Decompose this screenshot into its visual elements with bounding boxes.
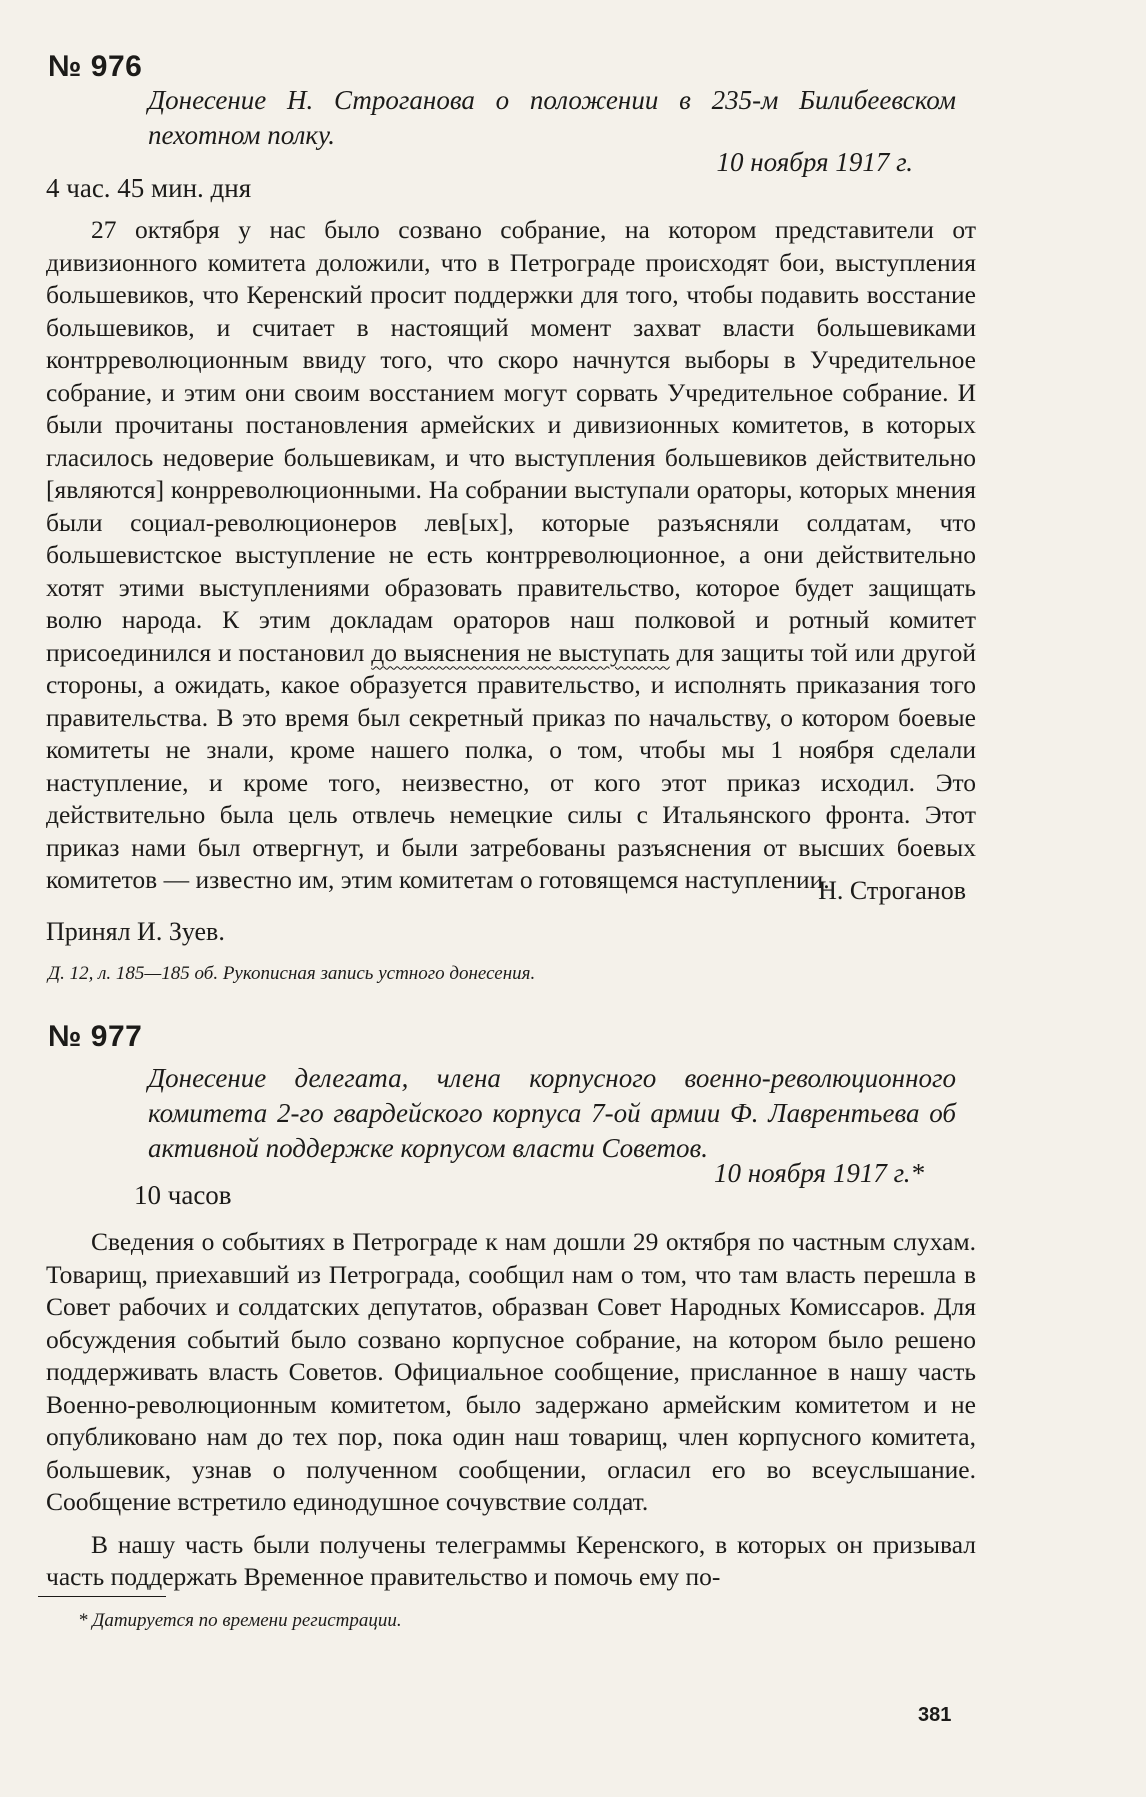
doc-977-time: 10 часов: [134, 1180, 232, 1210]
doc-977-title: Донесение делегата, члена корпусного военно-революционного комитета 2-го гвардейского корпуса 7-ой армии Ф. Лаврентьева об активной поддержке корпусом власти Советов.: [148, 1063, 956, 1163]
page-number: 381: [918, 1704, 952, 1726]
doc-976-title: Донесение Н. Строганова о положении в 235-м Билибеевском пехотном полку.: [148, 85, 956, 150]
doc-977-body: [46, 1226, 976, 1604]
doc-976-source-note: Д. 12, л. 185—185 об. Рукописная запись устного донесения.: [48, 963, 536, 984]
doc-977-paragraph-1: Сведения о событиях в Петрограде к нам дошли 29 октября по частным слухам. Товарищ, приехавший из Петрограда, сообщил нам о том, что там власть перешла в Совет рабочих и солдатских депутатов, образван Совет Народных Комиссаров. Для обсуждения событий было созвано корпусное собрание, на котором было решено поддерживать власть Советов. Официальное сообщение, присланное в нашу часть Военно-революционным комитетом, было задержано армейским комитетом и не опубликовано нам до тех пор, пока один наш товарищ, член корпусного комитета, большевик, узнав о полученном сообщении, огласил его во всеуслышание. Сообщение встретило единодушное сочувствие солдат.: [46, 1227, 976, 1516]
doc-976-signature: Н. Строганов: [818, 876, 966, 905]
doc-976-number: № 976: [48, 50, 143, 83]
doc-976-paragraph: [46, 214, 976, 897]
doc-976-underlined-text: до выяснения не выступать: [371, 637, 670, 667]
doc-976-date: 10 ноября 1917 г.: [716, 147, 913, 177]
footnote: * Датируется по времени регистрации.: [78, 1610, 402, 1631]
doc-976-text-part1: 27 октября у нас было созвано собрание, на котором представители от дивизионного комитета доложили, что в Петрограде происходят бои, выступления большевиков, что Керенский просит поддержки для того, чтобы подавить восстание большевиков, и считает в настоящий момент захват власти большевиками контрреволюционным ввиду того, что скоро начнутся выборы в Учредительное собрание, и этим они своим восстанием могут сорвать Учредительное собрание. И были прочитаны постановления армейских и дивизионных комитетов, в которых гласилось недоверие большевикам, и что выступления большевиков действительно [являются] конрреволюционными. На собрании выступали ораторы, которых мнения были социал-революционеров лев[ых], которые разъясняли солдатам, что большевистское выступление не есть контрреволюционное, а они действительно хотят этими выступлениями образовать правительство, которое будет защищать волю народа. К этим докладам ораторов наш полковой и ротный комитет присоединился и постановил: [46, 215, 976, 667]
doc-977-paragraph-2: В нашу часть были получены телеграммы Керенского, в которых он призывал часть поддержать Временное правительство и помочь ему по-: [46, 1529, 976, 1591]
doc-977-date: 10 ноября 1917 г.*: [713, 1158, 924, 1188]
doc-976-received-by: Принял И. Зуев.: [46, 917, 225, 946]
doc-976-text-part2: для защиты той или другой стороны, а ожидать, какое образуется правительство, и исполнять приказания того правительства. В это время был секретный приказ по начальству, о котором боевые комитеты не знали, кроме нашего полка, о том, чтобы мы 1 ноября сделали наступление, и кроме того, неизвестно, от кого этот приказ исходил. Это действительно была цель отвлечь немецкие силы с Итальянского фронта. Этот приказ нами был отвергнут, и были затребованы разъяснения от высших боевых комитетов — известно им, этим комитетам о готовящемся наступлении.: [46, 637, 976, 894]
doc-976-time: 4 час. 45 мин. дня: [46, 173, 252, 203]
doc-976-body: [46, 214, 976, 907]
doc-977-number: № 977: [48, 1020, 143, 1053]
footnote-divider: [38, 1596, 166, 1597]
